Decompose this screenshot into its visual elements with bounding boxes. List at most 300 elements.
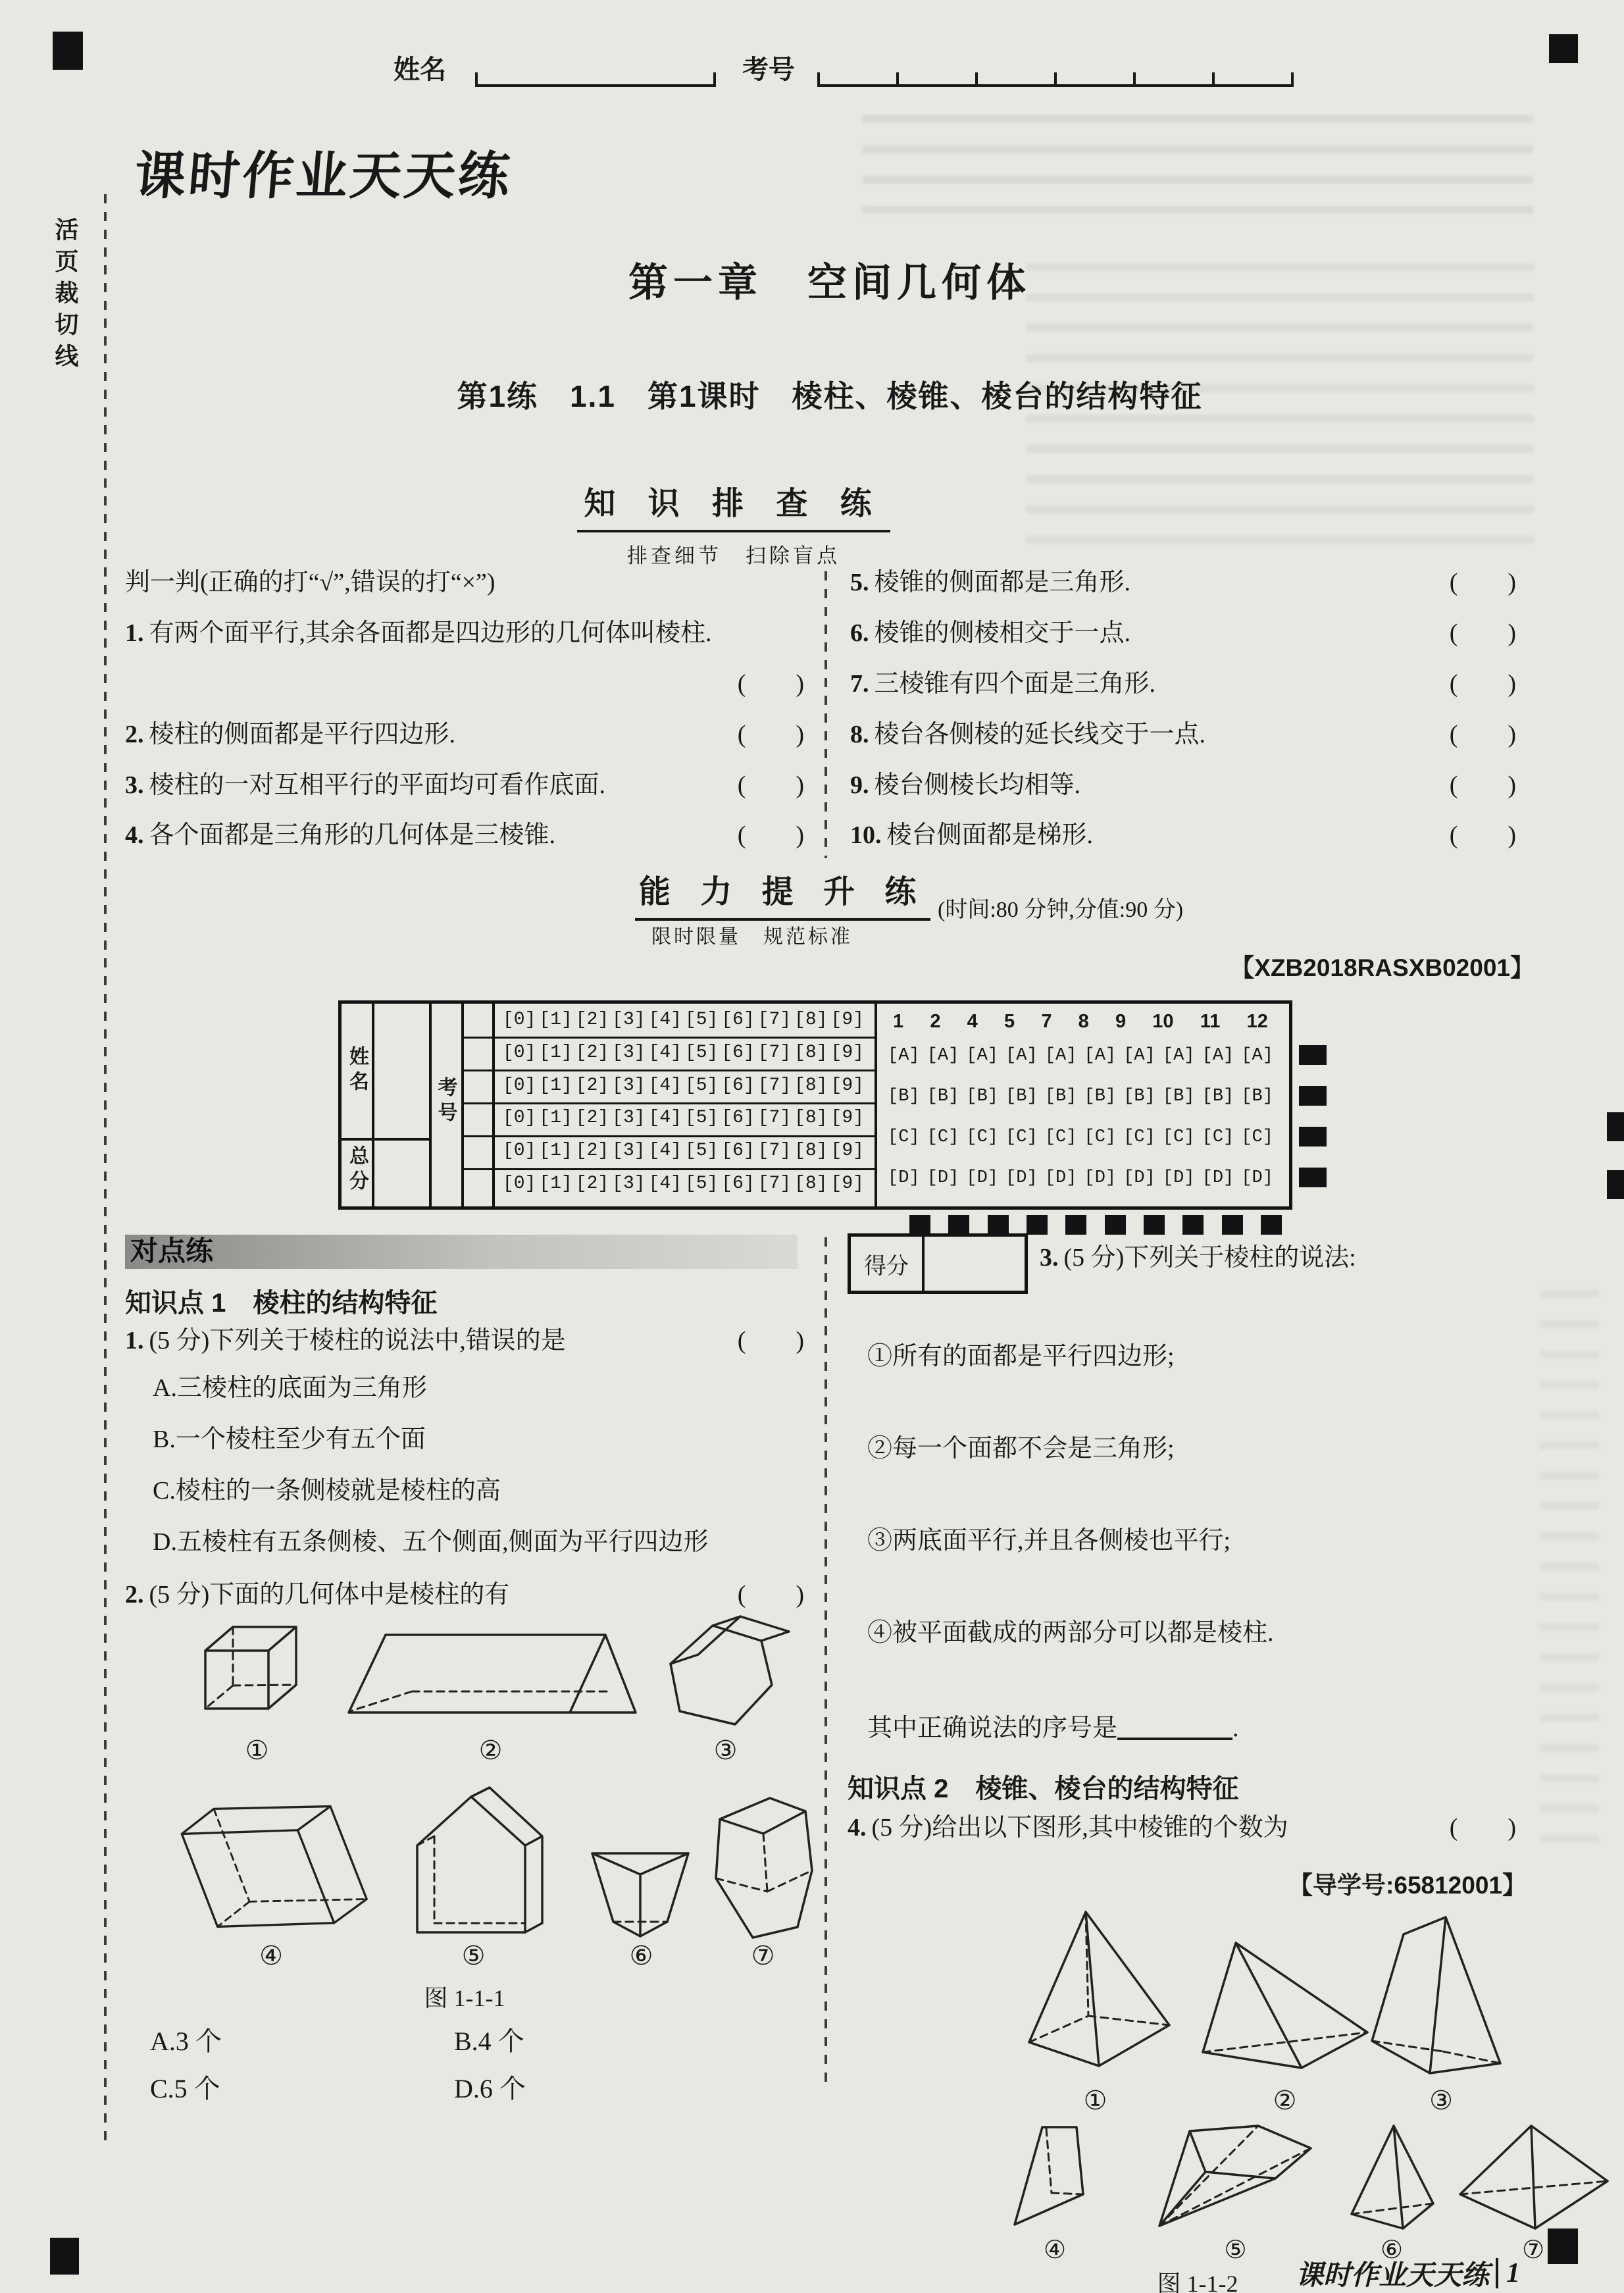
option-bubble: [D]	[888, 1168, 920, 1188]
option-bubble: [C]	[1044, 1127, 1077, 1147]
figure-pentagonal-pyramid	[1145, 2121, 1326, 2231]
digit-bubble: [9]	[830, 1173, 864, 1194]
statement-line: ②每一个面都不会是三角形;	[867, 1434, 1175, 1462]
spot-practice-title: 对点练	[130, 1235, 214, 1266]
judge-question	[850, 823, 1093, 849]
judge-question-text: 棱锥的侧棱相交于一点.	[874, 619, 1131, 647]
judge-question	[850, 621, 1130, 647]
card-question-number: 8	[1078, 1010, 1089, 1032]
option-bubble: [C]	[1241, 1127, 1273, 1147]
registration-mark	[1549, 34, 1578, 63]
option-bubble: [B]	[1005, 1087, 1038, 1106]
answer-paren: ( )	[737, 771, 804, 799]
digit-bubble: [7]	[757, 1108, 792, 1129]
figure-label: ⑦	[751, 1941, 775, 1971]
judge-instruction: 判一判(正确的打“√”,错误的打“×”)	[125, 569, 495, 596]
column-divider-dashed	[825, 1237, 827, 2086]
digit-bubble: [0]	[503, 1141, 536, 1162]
judge-question	[850, 671, 1155, 698]
ability-code: 【XZB2018RASXB02001】	[1230, 954, 1535, 981]
judge-question-text: 棱柱的一对互相平行的平面均可看作底面.	[149, 771, 606, 799]
knowledge-check-subtitle: 排查细节 扫除盲点	[627, 544, 840, 567]
registration-mark	[948, 1215, 969, 1235]
registration-mark	[1144, 1215, 1165, 1235]
figure-label: ④	[1043, 2236, 1067, 2264]
score-box-label: 得分	[851, 1237, 925, 1291]
ability-practice-subtitle: 限时限量 规范标准	[651, 926, 853, 948]
digit-bubble: [3]	[612, 1173, 646, 1194]
answer-paren: ( )	[1449, 821, 1516, 850]
card-option-rows	[888, 1035, 1273, 1198]
answer-paren: ( )	[1449, 569, 1516, 596]
judge-question-text: 棱台侧棱长均相等.	[874, 771, 1081, 799]
digit-bubble: [6]	[721, 1173, 755, 1194]
figure-pentagonal-prism	[403, 1785, 544, 1938]
question-3	[1040, 1245, 1535, 1272]
option-bubble: [A]	[1241, 1046, 1273, 1066]
figure-cuboid	[196, 1620, 318, 1713]
digit-bubble: [8]	[794, 1075, 828, 1096]
option-bubble: [D]	[1202, 1168, 1234, 1188]
option-bubble-row	[888, 1035, 1273, 1076]
exam-no-field-label: 考号	[742, 55, 795, 84]
footer-title: 课时作业天天练	[1295, 2259, 1489, 2290]
judge-question-number: 6.	[850, 619, 869, 647]
footer-page-number: 1	[1506, 2258, 1520, 2288]
digit-bubble: [5]	[684, 1108, 719, 1129]
card-question-number: 9	[1115, 1010, 1127, 1032]
card-question-number: 1	[893, 1010, 904, 1032]
judge-question-text: 三棱锥有四个面是三角形.	[874, 669, 1156, 698]
question-1	[125, 1328, 804, 1354]
option-bubble-row	[888, 1117, 1273, 1158]
digit-bubble: [1]	[539, 1173, 572, 1194]
option-bubble: [B]	[926, 1087, 959, 1106]
card-exam-cell	[429, 1004, 461, 1200]
judge-question-row	[125, 722, 804, 748]
option-bubble: [A]	[1202, 1046, 1234, 1066]
option-bubble: [A]	[1084, 1046, 1117, 1066]
judge-question-number: 9.	[850, 771, 869, 799]
judge-questions-right-column	[850, 570, 1516, 873]
card-question-number: 12	[1246, 1010, 1268, 1032]
digit-bubble: [9]	[830, 1141, 864, 1162]
digit-bubble: [6]	[721, 1108, 755, 1129]
digit-bubble: [1]	[539, 1141, 572, 1162]
edge-mark	[1607, 1112, 1624, 1141]
judge-question	[850, 773, 1080, 799]
page-footer	[1277, 2254, 1520, 2293]
judge-question-number: 8.	[850, 720, 869, 748]
judge-question-row	[125, 773, 804, 799]
question-4	[848, 1815, 1516, 1842]
knowledge-check-header	[125, 478, 1342, 569]
bleedthrough-texture	[1540, 1290, 1599, 1856]
lesson-title: 第1练 1.1 第1课时 棱柱、棱锥、棱台的结构特征	[457, 379, 1203, 413]
judge-question-number: 7.	[850, 669, 869, 698]
question-2-text: (5 分)下面的几何体中是棱柱的有	[149, 1581, 510, 1609]
figure-label: ⑥	[629, 1941, 653, 1971]
registration-mark	[1065, 1215, 1086, 1235]
answer-paren: ( )	[737, 1581, 804, 1609]
card-choice-area	[875, 1004, 1286, 1200]
judge-question-number: 10.	[850, 821, 882, 850]
judge-question	[125, 773, 605, 799]
answer-paren: ( )	[1449, 1814, 1516, 1842]
figure-label: ③	[713, 1736, 738, 1765]
figure-label: ②	[1273, 2086, 1297, 2115]
card-question-number: 7	[1041, 1010, 1052, 1032]
column-divider-dashed	[825, 571, 827, 858]
name-field-label: 姓名	[393, 55, 446, 84]
judge-question-row	[125, 823, 804, 849]
digit-bubble: [0]	[503, 1010, 536, 1031]
option-bubble: [B]	[1084, 1087, 1117, 1106]
digit-bubble: [5]	[684, 1141, 719, 1162]
answer-card	[338, 1000, 1292, 1210]
question-1-text: (5 分)下列关于棱柱的说法中,错误的是	[149, 1327, 566, 1354]
digit-bubble: [2]	[575, 1173, 609, 1194]
figure-1-1-2-caption: 图 1-1-2	[1157, 2271, 1238, 2293]
card-digit-bubbles	[492, 1004, 875, 1200]
ability-practice-title: 能 力 提 升 练	[635, 866, 930, 921]
card-question-number: 11	[1200, 1010, 1221, 1032]
digit-bubble: [5]	[684, 1010, 719, 1031]
option-bubble: [C]	[966, 1127, 999, 1147]
digit-bubble: [1]	[539, 1043, 572, 1063]
registration-mark	[1299, 1168, 1327, 1187]
option-bubble: [B]	[1044, 1087, 1077, 1106]
digit-bubble: [8]	[794, 1141, 828, 1162]
knowledge-check-title: 知 识 排 查 练	[577, 478, 890, 532]
judge-question	[125, 823, 555, 849]
registration-mark	[909, 1215, 930, 1235]
digit-bubble: [7]	[757, 1173, 792, 1194]
digit-bubble: [3]	[612, 1108, 646, 1129]
statement-line: ③两底面平行,并且各侧棱也平行;	[867, 1526, 1231, 1555]
digit-bubble: [3]	[612, 1010, 646, 1031]
digit-bubble-row	[492, 1004, 875, 1037]
question-1-number: 1.	[125, 1327, 144, 1354]
digit-bubble-row	[492, 1135, 875, 1168]
digit-bubble: [4]	[648, 1173, 682, 1194]
judge-question-row	[850, 570, 1516, 596]
figure-label: ⑤	[1224, 2236, 1247, 2264]
period: .	[1232, 1714, 1239, 1742]
card-name-cell	[342, 1004, 372, 1138]
option-bubble: [B]	[1202, 1087, 1234, 1106]
judge-question-row	[850, 722, 1516, 748]
cut-line	[104, 194, 107, 2146]
judge-question-number: 5.	[850, 569, 869, 596]
q2-choice-a: A.3 个	[150, 2026, 222, 2056]
question-2	[125, 1582, 804, 1609]
knowledge-point-2-label: 知识点 2	[848, 1774, 949, 1803]
digit-bubble: [4]	[648, 1141, 682, 1162]
judge-question-number: 2.	[125, 720, 144, 748]
digit-bubble: [5]	[684, 1173, 719, 1194]
option-bubble: [D]	[1123, 1168, 1155, 1188]
digit-bubble: [4]	[648, 1043, 682, 1063]
registration-mark	[1261, 1215, 1282, 1235]
option-bubble: [C]	[888, 1127, 920, 1147]
judge-question	[850, 570, 1130, 596]
figure-triangular-frustum	[580, 1824, 702, 1940]
judge-question-row	[850, 773, 1516, 799]
option-bubble: [B]	[1123, 1087, 1155, 1106]
ability-practice-header	[125, 866, 1535, 991]
cut-line-label: 活页裁切线	[52, 217, 79, 375]
digit-bubble: [2]	[575, 1043, 609, 1063]
digit-bubble: [0]	[503, 1075, 536, 1096]
digit-bubble: [7]	[757, 1010, 792, 1031]
option-bubble: [A]	[1123, 1046, 1155, 1066]
judge-question-number: 1.	[125, 619, 144, 647]
judge-question-row	[850, 823, 1516, 849]
question-4-number: 4.	[848, 1814, 867, 1842]
digit-bubble: [6]	[721, 1043, 755, 1063]
option-bubble: [B]	[888, 1087, 920, 1106]
answer-paren-row	[125, 671, 804, 698]
option-bubble: [C]	[1202, 1127, 1234, 1147]
judge-question	[125, 722, 455, 748]
chapter-title: 第一章 空间几何体	[628, 261, 1031, 305]
option-line: D.五棱柱有五条侧棱、五个侧面,侧面为平行四边形	[153, 1528, 709, 1556]
question-3-items	[867, 1344, 1274, 1713]
question-1-options	[153, 1376, 708, 1581]
option-bubble: [C]	[1123, 1127, 1155, 1147]
digit-bubble: [8]	[794, 1108, 828, 1129]
edge-mark	[1607, 1170, 1624, 1199]
digit-bubble: [8]	[794, 1173, 828, 1194]
digit-bubble: [2]	[575, 1010, 609, 1031]
digit-bubble: [4]	[648, 1010, 682, 1031]
digit-bubble-row	[492, 1102, 875, 1135]
card-question-numbers	[888, 1008, 1273, 1035]
registration-mark	[1299, 1127, 1327, 1146]
digit-bubble: [0]	[503, 1108, 536, 1129]
score-box-blank	[925, 1237, 1025, 1291]
judge-questions-left-column	[125, 570, 804, 873]
digit-bubble: [5]	[684, 1043, 719, 1063]
judge-question-text: 棱台各侧棱的延长线交于一点.	[874, 720, 1206, 748]
registration-mark	[1299, 1086, 1327, 1106]
option-line: B.一个棱柱至少有五个面	[153, 1426, 426, 1453]
question-3-text: (5 分)下列关于棱柱的说法:	[1063, 1244, 1356, 1272]
figure-1-1-1-caption: 图 1-1-1	[424, 1985, 505, 2011]
option-bubble: [A]	[1005, 1046, 1038, 1066]
judge-question-text: 棱台侧面都是梯形.	[886, 821, 1094, 850]
answer-paren: ( )	[737, 821, 804, 850]
digit-bubble: [4]	[648, 1075, 682, 1096]
option-bubble: [D]	[966, 1168, 999, 1188]
exam-no-write-line	[817, 54, 1294, 87]
guide-number-code: 【导学号:65812001】	[1288, 1872, 1527, 1899]
answer-paren: ( )	[1449, 619, 1516, 647]
judge-question-number: 3.	[125, 771, 144, 799]
digit-bubble: [9]	[830, 1043, 864, 1063]
figure-label: ④	[259, 1941, 283, 1971]
card-question-number: 2	[930, 1010, 941, 1032]
judge-question-text: 棱锥的侧面都是三角形.	[874, 569, 1131, 596]
registration-mark	[53, 32, 83, 70]
digit-bubble: [3]	[612, 1141, 646, 1162]
registration-mark	[1182, 1215, 1204, 1235]
knowledge-point-1-label: 知识点 1	[125, 1289, 226, 1318]
registration-mark	[1299, 1045, 1327, 1065]
judge-question	[125, 621, 712, 647]
figure-oblique-prism	[172, 1798, 370, 1935]
digit-bubble: [7]	[757, 1043, 792, 1063]
digit-bubble: [7]	[757, 1075, 792, 1096]
bleedthrough-texture	[862, 115, 1533, 227]
answer-paren: ( )	[1449, 669, 1516, 698]
digit-bubble: [8]	[794, 1043, 828, 1063]
question-3-number: 3.	[1040, 1244, 1059, 1272]
q2-choice-b: B.4 个	[454, 2026, 524, 2056]
option-bubble: [A]	[1044, 1046, 1077, 1066]
option-bubble: [C]	[926, 1127, 959, 1147]
option-bubble: [D]	[1005, 1168, 1038, 1188]
score-box	[848, 1233, 1028, 1294]
figure-twisted-polyhedron	[705, 1791, 821, 1942]
card-total-label: 总分	[346, 1145, 368, 1195]
digit-bubble: [3]	[612, 1043, 646, 1063]
registration-mark	[50, 2238, 79, 2275]
option-bubble: [B]	[966, 1087, 999, 1106]
figure-oblique-solid	[1365, 1912, 1517, 2080]
q2-choice-c: C.5 个	[150, 2074, 220, 2103]
digit-bubble: [0]	[503, 1043, 536, 1063]
ability-time-note: (时间:80 分钟,分值:90 分)	[938, 898, 1184, 922]
digit-bubble: [6]	[721, 1141, 755, 1162]
figure-hexagonal-prism	[648, 1611, 803, 1733]
footer-divider	[1496, 2258, 1498, 2288]
knowledge-point-1-title: 棱柱的结构特征	[253, 1289, 438, 1318]
question-3-conclusion-text: 其中正确说法的序号是	[867, 1714, 1118, 1742]
question-2-number: 2.	[125, 1581, 144, 1609]
digit-bubble: [3]	[612, 1075, 646, 1096]
option-bubble: [A]	[1162, 1046, 1195, 1066]
registration-mark	[1222, 1215, 1243, 1235]
option-bubble: [D]	[1241, 1168, 1273, 1188]
digit-bubble: [9]	[830, 1010, 864, 1031]
option-bubble: [A]	[966, 1046, 999, 1066]
statement-line: ①所有的面都是平行四边形;	[867, 1343, 1175, 1370]
option-bubble: [B]	[1241, 1087, 1273, 1106]
registration-mark	[1105, 1215, 1126, 1235]
judge-question	[850, 722, 1205, 748]
digit-bubble-row	[492, 1069, 875, 1102]
judge-question-text: 各个面都是三角形的几何体是三棱锥.	[149, 821, 556, 850]
digit-bubble-row	[492, 1037, 875, 1069]
knowledge-point-2-title: 棱锥、棱台的结构特征	[975, 1774, 1239, 1803]
option-bubble: [D]	[1084, 1168, 1117, 1188]
option-bubble: [D]	[1162, 1168, 1195, 1188]
digit-bubble: [2]	[575, 1108, 609, 1129]
registration-mark-row	[909, 1215, 1282, 1235]
card-total-cell	[342, 1138, 372, 1202]
figure-label: ②	[478, 1736, 503, 1765]
option-bubble: [D]	[1044, 1168, 1077, 1188]
judge-question-row	[125, 621, 804, 647]
option-bubble: [C]	[1084, 1127, 1117, 1147]
option-bubble-row	[888, 1158, 1273, 1198]
judge-question-text: 有两个面平行,其余各面都是四边形的几何体叫棱柱.	[149, 619, 712, 647]
option-bubble: [C]	[1005, 1127, 1038, 1147]
digit-bubble: [8]	[794, 1010, 828, 1031]
figure-label: ⑥	[1380, 2236, 1404, 2264]
figure-label: ⑤	[461, 1941, 486, 1971]
figure-label: ③	[1429, 2086, 1453, 2115]
digit-bubble-row	[492, 1167, 875, 1200]
card-gridline	[461, 1004, 464, 1206]
registration-mark	[1027, 1215, 1048, 1235]
digit-bubble: [5]	[684, 1075, 719, 1096]
question-3-conclusion	[867, 1707, 1239, 1743]
option-bubble: [C]	[1162, 1127, 1195, 1147]
figure-narrow-tetrahedron	[1342, 2121, 1441, 2231]
digit-bubble: [2]	[575, 1075, 609, 1096]
option-bubble: [A]	[926, 1046, 959, 1066]
statement-line: ④被平面截成的两部分可以都是棱柱.	[867, 1618, 1274, 1647]
q2-choice-d: D.6 个	[454, 2074, 526, 2103]
answer-paren: ( )	[1449, 720, 1516, 748]
figure-triangular-prism	[341, 1626, 640, 1721]
option-bubble: [B]	[1162, 1087, 1195, 1106]
digit-bubble: [9]	[830, 1108, 864, 1129]
card-question-number: 5	[1003, 1010, 1015, 1032]
option-bubble-row	[888, 1076, 1273, 1117]
figure-label: ⑦	[1521, 2236, 1545, 2264]
option-bubble: [D]	[926, 1168, 959, 1188]
digit-bubble: [6]	[721, 1075, 755, 1096]
fill-blank-line	[1117, 1714, 1232, 1740]
digit-bubble: [6]	[721, 1010, 755, 1031]
answer-paren: ( )	[737, 720, 804, 748]
book-title: 课时作业天天练	[132, 147, 515, 205]
figure-label: ①	[1083, 2086, 1107, 2115]
answer-paren: ( )	[737, 1327, 804, 1354]
digit-bubble: [7]	[757, 1141, 792, 1162]
digit-bubble: [1]	[539, 1075, 572, 1096]
option-bubble: [A]	[888, 1046, 920, 1066]
knowledge-point-2	[848, 1768, 1238, 1805]
card-name-label: 姓名	[346, 1046, 368, 1096]
name-write-line	[475, 54, 716, 87]
figure-kite-pyramid	[1451, 2121, 1615, 2231]
answer-paren: ( )	[737, 669, 804, 698]
option-line: C.棱柱的一条侧棱就是棱柱的高	[153, 1477, 501, 1505]
judge-question-row	[850, 621, 1516, 647]
judge-question-row	[850, 671, 1516, 698]
card-exam-label: 考号	[434, 1077, 457, 1127]
card-question-number: 10	[1152, 1010, 1174, 1032]
card-question-number: 4	[967, 1010, 978, 1032]
figure-tetrahedron	[1198, 1935, 1372, 2076]
answer-paren: ( )	[1449, 771, 1516, 799]
card-gridline	[372, 1004, 374, 1206]
option-line: A.三棱柱的底面为三角形	[153, 1374, 427, 1402]
knowledge-point-1	[125, 1282, 437, 1320]
judge-question-number: 4.	[125, 821, 144, 850]
digit-bubble: [2]	[575, 1141, 609, 1162]
judge-question-text: 棱柱的侧面都是平行四边形.	[149, 720, 456, 748]
figure-label: ①	[245, 1736, 269, 1765]
digit-bubble: [9]	[830, 1075, 864, 1096]
question-4-text: (5 分)给出以下图形,其中棱锥的个数为	[871, 1814, 1288, 1842]
spot-practice-bar	[125, 1235, 798, 1269]
